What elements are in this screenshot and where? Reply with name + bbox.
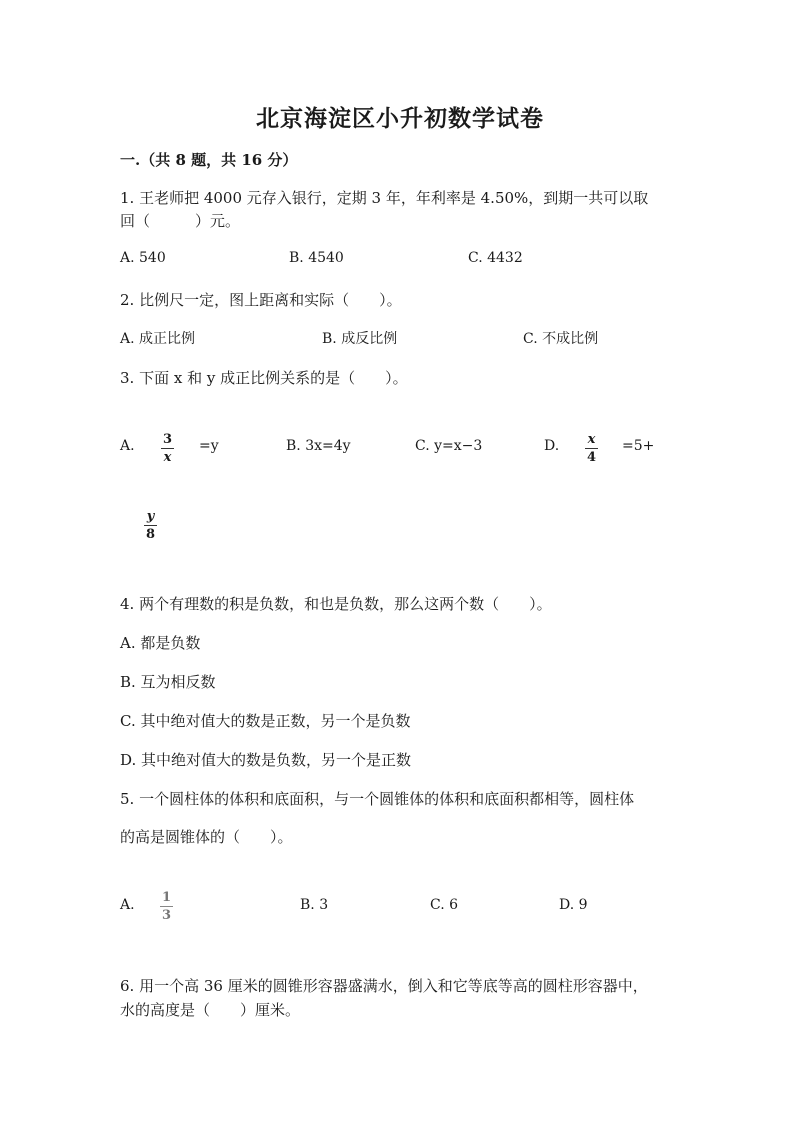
question-6-line-1: 6. 用一个高 36 厘米的圆锥形容器盛满水，倒入和它等底等高的圆柱形容器中， xyxy=(120,977,648,995)
fraction-bar xyxy=(585,448,598,449)
question-4-option-d: D. 其中绝对值大的数是负数，另一个是正数 xyxy=(120,751,412,769)
fraction-numerator: 3 xyxy=(162,432,173,447)
question-3-option-d-fraction xyxy=(585,432,598,465)
fraction-denominator: 3 xyxy=(161,908,172,923)
question-2-option-c: C. 不成比例 xyxy=(523,331,599,347)
question-2-option-b: B. 成反比例 xyxy=(322,331,398,347)
fraction-denominator: 8 xyxy=(145,527,156,542)
question-5-line-2: 的高是圆锥体的（ ）。 xyxy=(120,828,293,846)
fraction-bar xyxy=(144,525,157,526)
fraction-bar xyxy=(161,448,174,449)
question-5-line-1: 5. 一个圆柱体的体积和底面积，与一个圆锥体的体积和底面积都相等，圆柱体 xyxy=(120,790,635,808)
section-heading: 一.（共 8 题，共 16 分） xyxy=(120,151,298,169)
fraction-numerator: x xyxy=(587,432,596,447)
question-3-option-d-tail: =5+ xyxy=(622,438,655,454)
question-1-option-a: A. 540 xyxy=(120,250,166,266)
question-3-option-a-label: A. xyxy=(120,438,135,454)
fraction-numerator: y xyxy=(146,509,155,524)
question-1-option-c: C. 4432 xyxy=(468,250,523,266)
question-5-option-d: D. 9 xyxy=(559,897,588,913)
question-4-option-b: B. 互为相反数 xyxy=(120,673,216,691)
question-3-text: 3. 下面 x 和 y 成正比例关系的是（ ）。 xyxy=(120,369,408,387)
question-1-option-b: B. 4540 xyxy=(289,250,344,266)
question-3-option-c: C. y=x−3 xyxy=(415,438,483,454)
question-1-line-1: 1. 王老师把 4000 元存入银行，定期 3 年，年利率是 4.50%，到期一共可以取 xyxy=(120,189,649,207)
question-6-line-2: 水的高度是（ ）厘米。 xyxy=(120,1001,301,1019)
question-2-option-a: A. 成正比例 xyxy=(120,331,196,347)
question-4-option-a: A. 都是负数 xyxy=(120,634,201,652)
question-3-option-b: B. 3x=4y xyxy=(286,438,351,454)
question-3-option-d-label: D. xyxy=(544,438,560,454)
fraction-denominator: 4 xyxy=(586,450,597,465)
question-4-text: 4. 两个有理数的积是负数，和也是负数，那么这两个数（ ）。 xyxy=(120,595,552,613)
question-5-option-a-label: A. xyxy=(120,897,135,913)
question-3-option-a-tail: =y xyxy=(199,438,219,454)
fraction-bar xyxy=(160,906,173,907)
question-5-option-c: C. 6 xyxy=(430,897,459,913)
question-3-option-d-fraction-2 xyxy=(144,509,157,542)
question-1-line-2: 回（ ）元。 xyxy=(120,212,241,230)
fraction-denominator: x xyxy=(163,450,172,465)
question-3-option-a-fraction xyxy=(161,432,174,465)
question-2-text: 2. 比例尺一定，图上距离和实际（ ）。 xyxy=(120,291,402,309)
fraction-numerator: 1 xyxy=(161,890,172,905)
question-5-option-a-fraction xyxy=(160,890,173,923)
page-title: 北京海淀区小升初数学试卷 xyxy=(256,105,544,132)
question-4-option-c: C. 其中绝对值大的数是正数，另一个是负数 xyxy=(120,712,411,730)
question-5-option-b: B. 3 xyxy=(300,897,329,913)
